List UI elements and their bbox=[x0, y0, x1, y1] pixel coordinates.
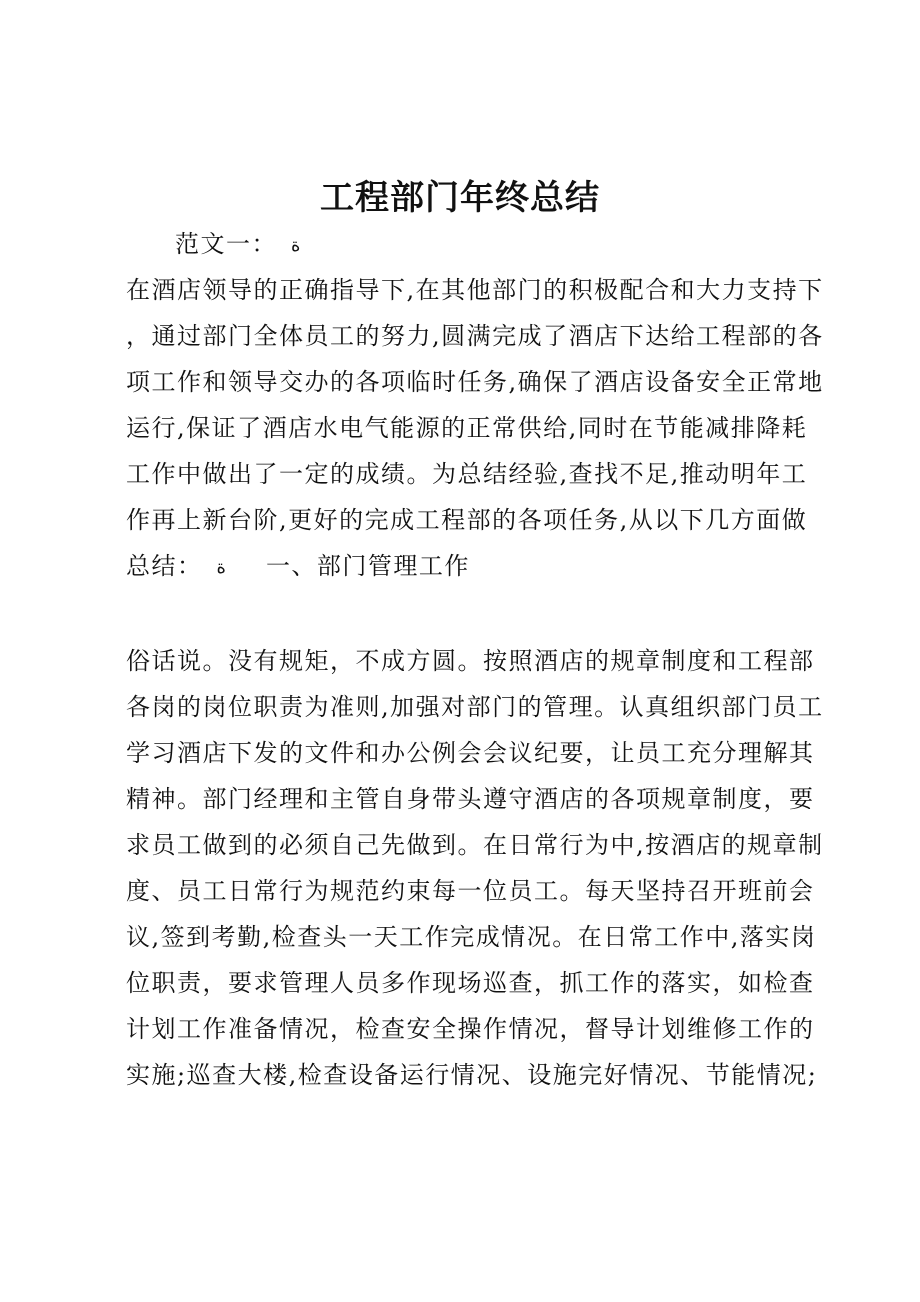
body-line: 工作中做出了一定的成绩。为总结经验,查找不足,推动明年工 bbox=[126, 460, 808, 488]
paragraph-mark-icon: ة bbox=[216, 556, 226, 578]
body-line: 位职责，要求管理人员多作现场巡查，抓工作的落实，如检查 bbox=[126, 969, 815, 997]
body-line: 在酒店领导的正确指导下,在其他部门的积极配合和大力支持下 bbox=[126, 276, 824, 304]
body-line: 实施;巡查大楼,检查设备运行情况、设施完好情况、节能情况; bbox=[126, 1061, 818, 1089]
body-line: 计划工作准备情况，检查安全操作情况，督导计划维修工作的 bbox=[126, 1015, 815, 1043]
document-title: 工程部门年终总结 bbox=[320, 178, 600, 218]
paragraph-mark-icon: ة bbox=[291, 234, 301, 256]
body-line: 学习酒店下发的文件和办公例会会议纪要，让员工充分理解其 bbox=[126, 739, 815, 767]
body-line: 项工作和领导交办的各项临时任务,确保了酒店设备安全正常地 bbox=[126, 368, 824, 396]
body-line: 运行,保证了酒店水电气能源的正常供给,同时在节能减排降耗 bbox=[126, 414, 808, 442]
body-line: 各岗的岗位职责为准则,加强对部门的管理。认真组织部门员工 bbox=[126, 693, 824, 721]
body-line: ，通过部门全体员工的努力,圆满完成了酒店下达给工程部的各 bbox=[126, 322, 824, 350]
body-line-last bbox=[126, 550, 470, 584]
subheading: 范文一： bbox=[175, 230, 277, 258]
body-line: 议,签到考勤,检查头一天工作完成情况。在日常工作中,落实岗 bbox=[126, 923, 817, 951]
body-line: 精神。部门经理和主管自身带头遵守酒店的各项规章制度，要 bbox=[126, 785, 815, 813]
body-line: 俗话说。没有规矩，不成方圆。按照酒店的规章制度和工程部 bbox=[126, 647, 815, 675]
subheading-line bbox=[175, 228, 300, 262]
summary-label: 总结： bbox=[126, 552, 203, 580]
body-line: 求员工做到的必须自己先做到。在日常行为中,按酒店的规章制 bbox=[126, 831, 824, 859]
section-heading: 一、部门管理工作 bbox=[265, 552, 470, 580]
body-line: 作再上新台阶,更好的完成工程部的各项任务,从以下几方面做 bbox=[126, 506, 808, 534]
body-line: 度、员工日常行为规范约束每一位员工。每天坚持召开班前会 bbox=[126, 877, 815, 905]
